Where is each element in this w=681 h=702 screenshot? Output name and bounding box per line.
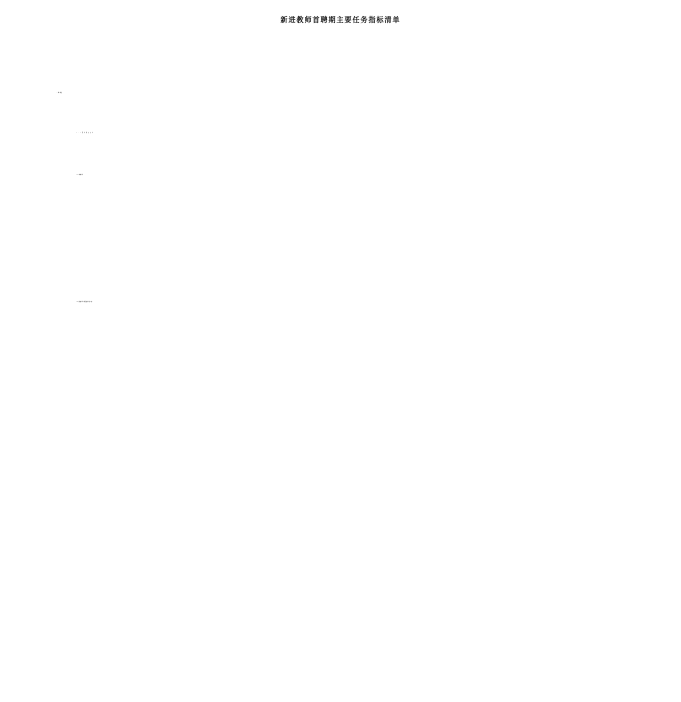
- option-3-text-line: [0, 588, 681, 620]
- option-3-text-line: [0, 630, 681, 662]
- option-1-text-line: [0, 457, 681, 489]
- section-heading-science-engineering: 一、理工科类: [56, 93, 62, 94]
- basic-task-text-line: [0, 203, 681, 235]
- option-3-text-line: [0, 670, 681, 702]
- option-1-text-line: [0, 330, 681, 362]
- subsection-heading-young-talent: （一）青年拔尖人才: [76, 133, 94, 134]
- document-title: 新进教师首聘期主要任务指标清单: [280, 15, 401, 24]
- option-1-text-line: [0, 373, 681, 405]
- optional-task-heading: （2）选项任务（完成其中任意一项）: [76, 302, 93, 303]
- basic-task-heading: （1）基本任务: [76, 175, 83, 176]
- basic-task-text-line: [0, 245, 681, 277]
- option-2-text-line: [0, 502, 681, 534]
- option-2-text-line: [0, 544, 681, 576]
- option-1-text-line: [0, 416, 681, 448]
